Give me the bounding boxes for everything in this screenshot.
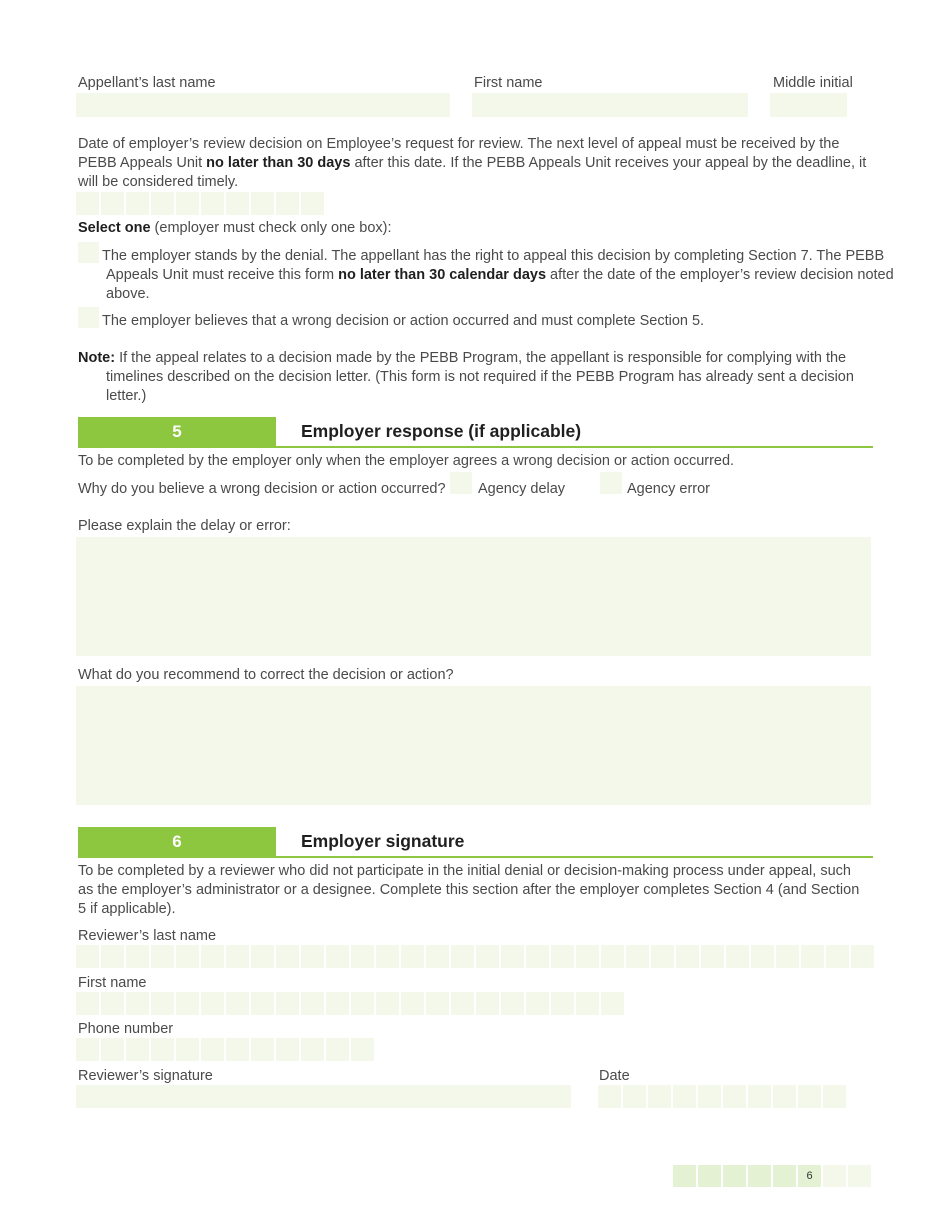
select-one-instruction: Select one (employer must check only one box): — [78, 220, 392, 236]
recommend-correction-label: What do you recommend to correct the decision or action? — [78, 667, 454, 683]
explain-delay-label: Please explain the delay or error: — [78, 518, 291, 534]
appellant-first-name-input[interactable] — [472, 93, 748, 117]
agency-error-label: Agency error — [627, 481, 711, 497]
section-6-intro: To be completed by a reviewer who did not participate in the initial denial or decision-making process under appeal, such as the employer’s administrator or a designee. Complete this section after the employer completes Section 4 (and Section 5 if applicable). — [78, 863, 860, 917]
appellant-first-name-label: First name — [474, 75, 543, 91]
appellant-middle-initial-input[interactable] — [770, 93, 847, 117]
signature-date-input[interactable] — [598, 1085, 846, 1108]
appellant-last-name-input[interactable] — [76, 93, 450, 117]
appellant-last-name-label: Appellant’s last name — [78, 75, 216, 91]
stands-by-denial-option: The employer stands by the denial. The appellant has the right to appeal this decision by completing Section 7. The PEBB Appeals Unit must receive this form no later than 30 calendar days after the date of the employer’s review decision noted above. — [102, 248, 894, 302]
agency-delay-label: Agency delay — [478, 481, 566, 497]
section-5-header — [78, 417, 873, 448]
agency-error-checkbox[interactable] — [600, 472, 622, 494]
section-5-number: 5 — [78, 417, 276, 446]
reviewer-last-name-input[interactable] — [76, 945, 874, 968]
section-6-number: 6 — [78, 827, 276, 856]
appellant-middle-initial-label: Middle initial — [773, 75, 853, 91]
review-date-input[interactable] — [76, 192, 324, 215]
section-5-title: Employer response (if applicable) — [301, 421, 582, 441]
reviewer-first-name-label: First name — [78, 975, 147, 991]
agency-delay-checkbox[interactable] — [450, 472, 472, 494]
section-5-intro: To be completed by the employer only when the employer agrees a wrong decision or action occurred. — [78, 453, 735, 469]
wrong-decision-checkbox[interactable] — [78, 307, 99, 328]
phone-number-input[interactable] — [76, 1038, 374, 1061]
phone-number-label: Phone number — [78, 1021, 174, 1037]
explain-delay-textarea[interactable] — [76, 537, 871, 656]
page-number: 6 — [798, 1165, 821, 1187]
why-wrong-decision-label: Why do you believe a wrong decision or action occurred? — [78, 481, 446, 497]
reviewer-last-name-label: Reviewer’s last name — [78, 928, 217, 944]
note-text: Note: If the appeal relates to a decision made by the PEBB Program, the appellant is responsible for complying with the timelines described on the decision letter. (This form is not required if the PEBB Program has already sent a decision letter.) — [78, 350, 854, 404]
section-6-title: Employer signature — [301, 831, 465, 851]
reviewer-signature-label: Reviewer’s signature — [78, 1068, 213, 1084]
page-number-strip — [673, 1165, 871, 1187]
reviewer-signature-input[interactable] — [76, 1085, 571, 1108]
recommend-correction-textarea[interactable] — [76, 686, 871, 805]
reviewer-first-name-input[interactable] — [76, 992, 624, 1015]
wrong-decision-option: The employer believes that a wrong decision or action occurred and must complete Section 5. — [102, 313, 705, 329]
section-6-header — [78, 827, 873, 858]
signature-date-label: Date — [599, 1068, 630, 1084]
review-date-instructions: Date of employer’s review decision on Employee’s request for review. The next level of appeal must be received by the PEBB Appeals Unit no later than 30 days after this date. If the PEBB Appeals Unit receives your appeal by the deadline, it will be considered timely. — [78, 136, 867, 190]
